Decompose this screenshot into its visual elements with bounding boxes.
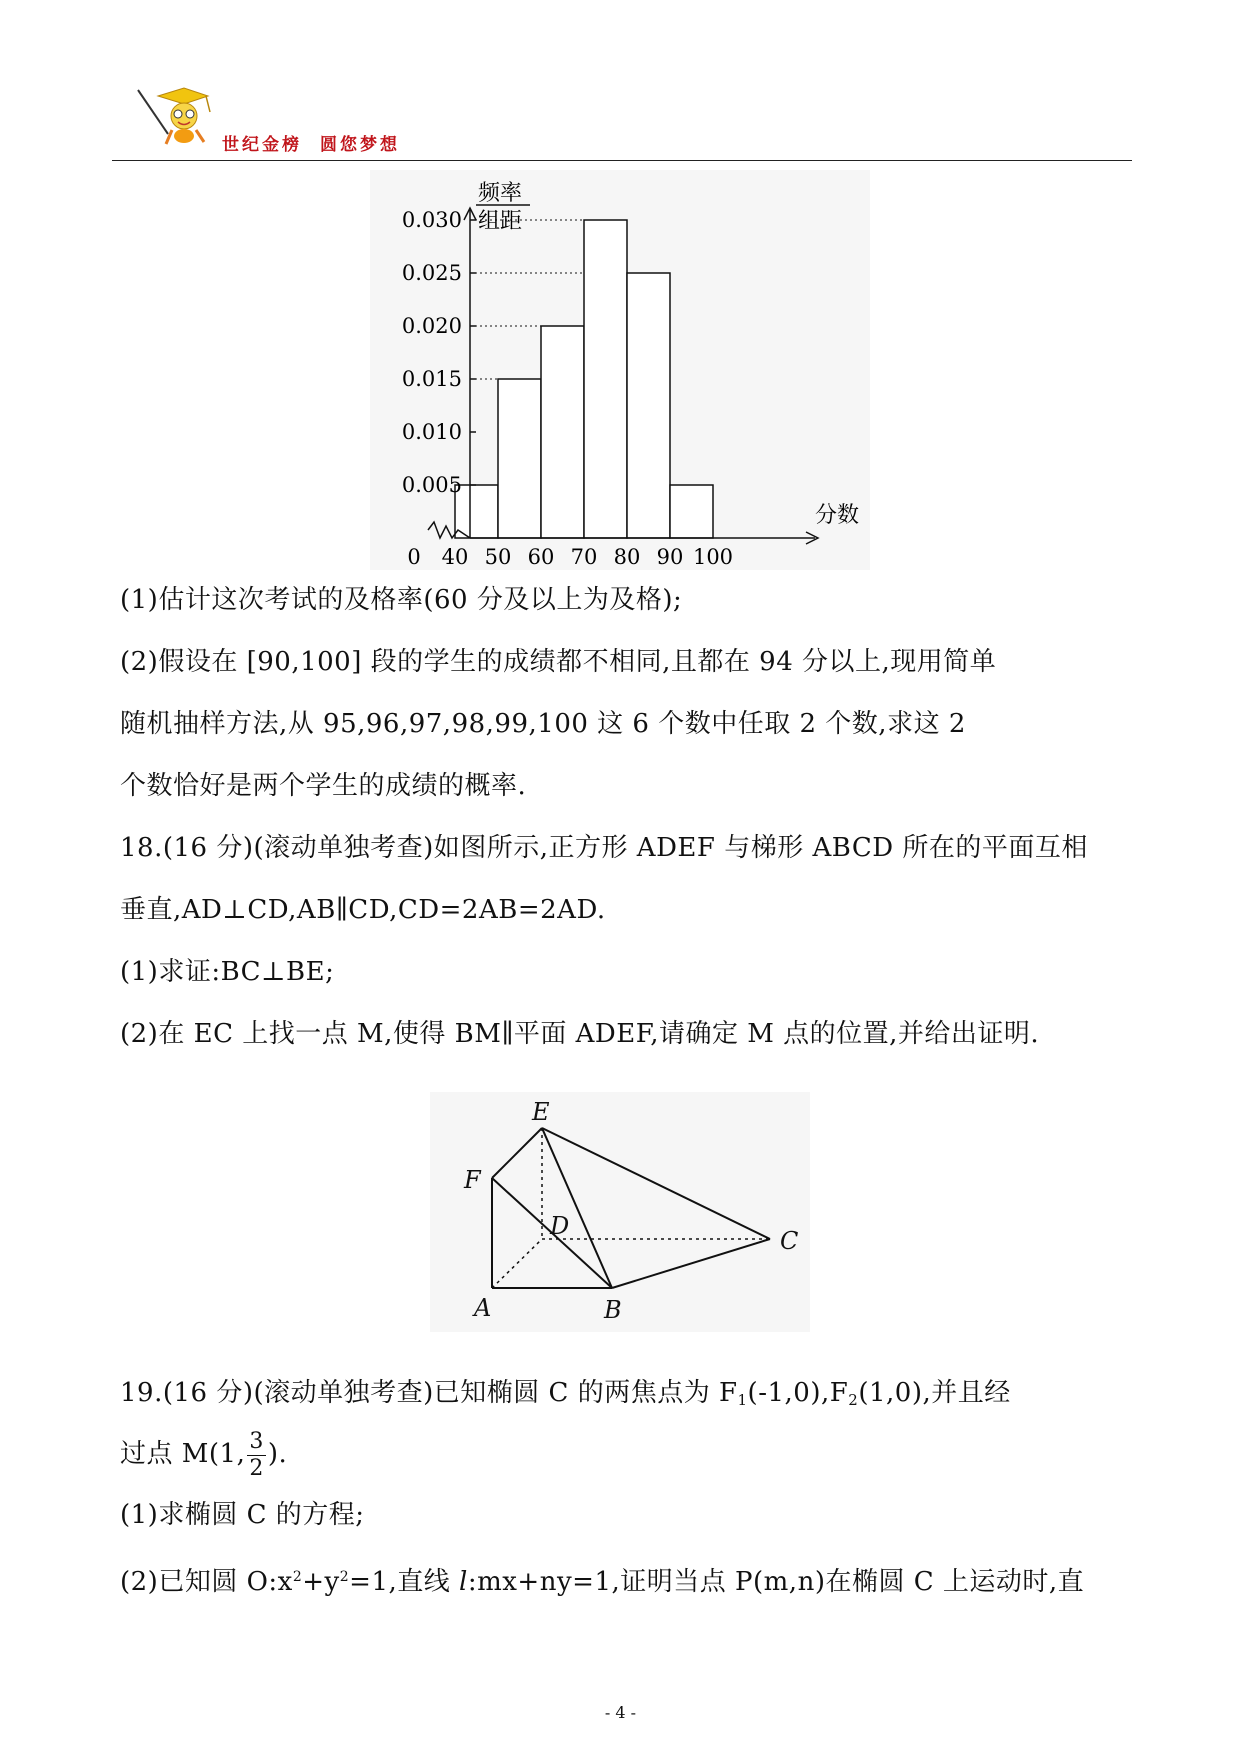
x-tick-label: 100 [692,545,734,569]
y-axis-label-top: 频率 [478,181,523,206]
x-tick-label: 70 [570,545,598,569]
q19-part1: (1)求椭圆 C 的方程; [120,1500,365,1530]
histogram-bar [627,273,670,538]
histogram-bar [541,326,584,538]
histogram-bar [498,379,541,538]
motto-left: 世纪金榜 [222,135,302,155]
page-number: - 4 - [604,1703,637,1722]
q19-text-2d: :mx+ny=1,证明当点 P(m,n)在椭圆 C 上运动时,直 [467,1567,1085,1597]
x-tick-label: 0 [407,545,421,569]
q19-text-a2: (-1,0),F [747,1378,849,1408]
q19-stem-line1 [120,1378,1011,1415]
line-symbol-l: l [459,1567,468,1597]
y-tick-label: 0.030 [401,208,462,232]
y-axis-label-bottom: 组距 [478,209,523,234]
frequency-histogram [370,170,870,570]
solid-geometry-diagram [430,1092,810,1332]
q17-part1: (1)估计这次考试的及格率(60 分及以上为及格); [120,585,683,615]
q19-text-2a: (2)已知圆 O:x [120,1567,293,1597]
q19-text-2b: +y [302,1567,340,1597]
y-tick-label: 0.005 [401,473,462,497]
fraction-denominator: 2 [249,1455,264,1481]
x-tick-label: 80 [613,545,641,569]
q17-part2-line3: 个数恰好是两个学生的成绩的概率. [120,771,527,801]
q17-part2-line1: (2)假设在 [90,100] 段的学生的成绩都不相同,且都在 94 分以上,现用简单 [120,647,997,677]
motto-right: 圆您梦想 [320,135,400,155]
y-tick-label: 0.010 [401,420,462,444]
x-tick-label: 40 [441,545,469,569]
fraction-three-halves [247,1429,266,1482]
q18-part2: (2)在 EC 上找一点 M,使得 BM∥平面 ADEF,请确定 M 点的位置,并给出证明. [120,1019,1040,1049]
header-divider [112,160,1132,161]
y-tick-label: 0.020 [401,314,462,338]
q19-part2 [120,1562,1084,1597]
vertex-label-c: C [780,1227,799,1255]
vertex-label-f: F [464,1166,481,1194]
x-tick-label: 60 [527,545,555,569]
vertex-label-e: E [532,1098,550,1126]
vertex-label-b: B [604,1296,622,1324]
superscript-2: 2 [292,1569,303,1585]
fraction-numerator: 3 [249,1428,264,1454]
q19-text-2c: =1,直线 [349,1567,460,1597]
q18-part1: (1)求证:BC⊥BE; [120,957,335,987]
brand-motto [222,130,400,155]
q17-part2-line2: 随机抽样方法,从 95,96,97,98,99,100 这 6 个数中任取 2 个数,求这 2 [120,709,966,739]
q19-text-a1: 19.(16 分)(滚动单独考查)已知椭圆 C 的两焦点为 F [120,1378,738,1408]
histogram-bar [584,220,627,538]
q18-stem-line1: 18.(16 分)(滚动单独考查)如图所示,正方形 ADEF 与梯形 ABCD 所在的平面互相 [120,833,1088,863]
histogram-bar [670,485,713,538]
x-tick-label: 50 [484,545,512,569]
vertex-label-d: D [550,1212,570,1240]
q19-stem-line2 [120,1425,287,1483]
subscript-1: 1 [737,1391,748,1409]
superscript-2b: 2 [339,1569,350,1585]
page-header [112,82,1132,162]
vertex-label-a: A [474,1294,492,1322]
q19-text-b2: ). [267,1439,288,1469]
subscript-2: 2 [848,1391,859,1409]
scholar-mascot-logo [130,82,230,152]
q19-text-b1: 过点 M(1, [120,1439,246,1469]
q19-text-a3: (1,0),并且经 [858,1378,1011,1408]
x-tick-label: 90 [656,545,684,569]
y-tick-label: 0.025 [401,261,462,285]
y-tick-label: 0.015 [401,367,462,391]
x-axis-label: 分数 [815,503,860,528]
q18-stem-line2: 垂直,AD⊥CD,AB∥CD,CD=2AB=2AD. [120,895,606,925]
